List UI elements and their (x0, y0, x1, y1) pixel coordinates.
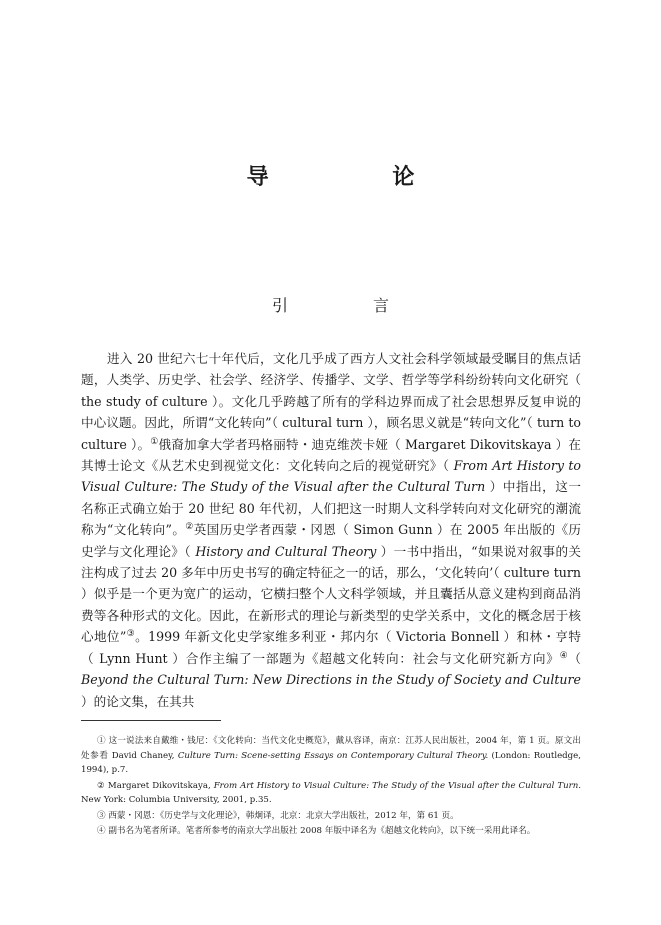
footnote-text: New York: Columbia University, 2001, p.35. (81, 795, 272, 805)
footnote-ref-3[interactable]: ③ (126, 629, 136, 640)
footnote-text: 这一说法来自戴维・钱尼：《文化转向：当代文化史概览》，戴从容译，南京：江苏人民出版社，2004 年，第 1 页。原文出处参看 David Chaney, (81, 736, 581, 761)
paragraph-text: ）中指出，这一名称正式确立始于 20 世纪 80 年代初，人们把这一时期人文科学转向对文化研究的潮流称为“文化转向”。 (81, 479, 581, 538)
footnote-4 (81, 824, 581, 839)
paragraph-text: 俄裔加拿大学者玛格丽特・迪克维茨卡娅（ Margaret Dikovitskaya ）在其博士论文《从艺术史到视觉文化：文化转向之后的视觉研究》（ (81, 436, 581, 474)
paragraph-text: 英国历史学者西蒙・冈恩（ Simon Gunn ）在 2005 年出版的《历史学与文化理论》（ (81, 522, 581, 559)
paragraph-text: 。1999 年新文化史学家维多利亚・邦内尔（ Victoria Bonnell ）和林・亨特（ Lynn Hunt ）合作主编了一部题为《超越文化转向：社会与文化研究新方向》 (81, 629, 581, 666)
footnote-italic: Culture Turn: Scene-setting Essays on Contemporary Cultural Theory. (177, 750, 489, 761)
paragraph-text: ）的论文集，在其共 (81, 693, 195, 709)
book-title-italic: From Art History to Visual Culture: The Study of the Visual after the Cultural Turn (81, 458, 581, 495)
footnote-marker: ① (97, 736, 106, 746)
paragraph-text: （ (568, 650, 581, 666)
footnote-marker: ④ (97, 826, 106, 836)
footnote-italic: From Art History to Visual Culture: The Study of the Visual after the Cultural Turn. (213, 780, 581, 791)
footnote-text: (London: Routledge, 1994), p.7. (81, 750, 581, 775)
footnote-ref-2[interactable]: ② (185, 522, 194, 533)
section-title: 引 言 (271, 296, 430, 315)
footnotes (81, 734, 581, 840)
paragraph-text: ）一书中指出，“如果说对叙事的关注构成了过去 20 多年中历史书写的确定特征之一的话，那么，‘文化转向’（ culture turn ）似乎是一个更为宽广的运动，它横扫整个人文科学领域，并且囊括从意义建构到商品消费等各种形式的文化。因此，在新形式的理论与新类型的史学关系中，文化的概念居于核心地位” (81, 543, 581, 645)
footnote-ref-1[interactable]: ① (150, 436, 159, 447)
footnote-1 (81, 734, 581, 778)
footnote-marker: ② (97, 780, 105, 791)
book-title-italic: History and Cultural Theory (195, 543, 377, 559)
footnote-text: Margaret Dikovitskaya, (104, 780, 214, 791)
footnote-3 (81, 809, 581, 824)
chapter-title: 导 论 (246, 164, 473, 190)
paragraph-text: 进入 20 世纪六七十年代后，文化几乎成了西方人文社会科学领域最受瞩目的焦点话题，人类学、历史学、社会学、经济学、传播学、文学、哲学等学科纷纷转向文化研究（ the study of culture ）。文化几乎跨越了所有的学科边界而成了社会思想界反复申说的中心议题。因此，所谓“文化转向”（ cultural turn ），顾名思义就是“转向文化”（ turn to culture ）。 (81, 351, 581, 452)
footnote-marker: ③ (97, 810, 106, 821)
body-paragraph (81, 348, 581, 712)
footnote-2 (81, 779, 581, 808)
footnote-divider (81, 720, 221, 721)
book-title-italic: Beyond the Cultural Turn: New Directions in the Study of Society and Culture (81, 672, 581, 688)
footnote-text: 副书名为笔者所译。笔者所参考的南京大学出版社 2008 年版中译名为《超越文化转向》，以下统一采用此译名。 (105, 826, 536, 836)
footnote-text: 西蒙・冈恩：《历史学与文化理论》，韩炯译，北京：北京大学出版社，2012 年，第 61 页。 (105, 810, 459, 821)
footnote-ref-4[interactable]: ④ (559, 650, 569, 661)
